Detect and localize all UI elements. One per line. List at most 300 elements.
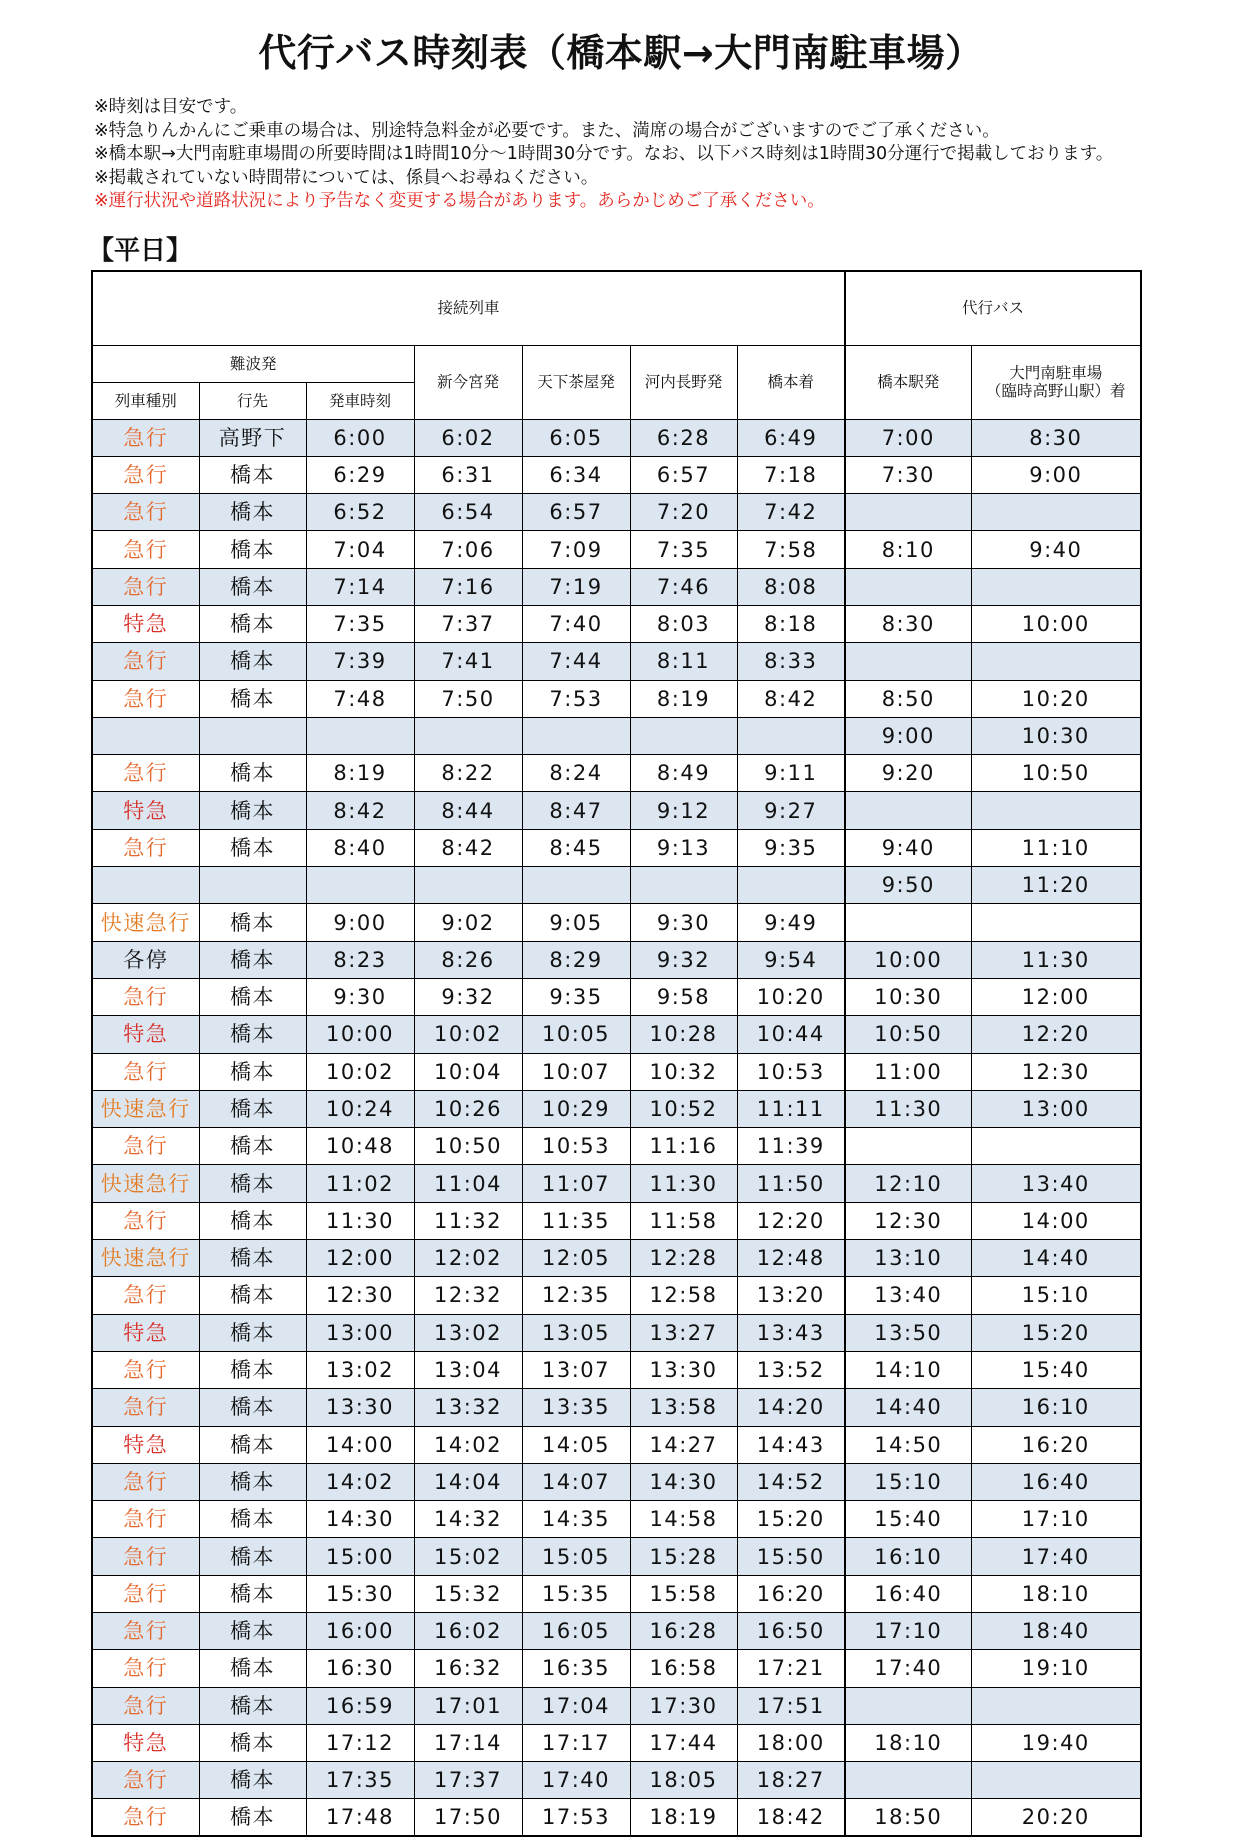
cell-namba-departure: 11:30 (306, 1202, 414, 1239)
cell-hashimoto-arrival: 9:54 (737, 941, 845, 978)
table-row (92, 1762, 1141, 1799)
cell-train-type: 特急 (92, 1314, 199, 1351)
header-tengachaya-departure: 天下茶屋発 (522, 345, 630, 419)
cell-tengachaya-departure: 7:44 (522, 643, 630, 680)
cell-shin-imamiya-departure: 7:06 (414, 531, 522, 568)
cell-bus-daimon-arrival (971, 1128, 1141, 1165)
table-row (92, 643, 1141, 680)
cell-tengachaya-departure: 8:24 (522, 755, 630, 792)
table-row (92, 1426, 1141, 1463)
cell-bus-daimon-arrival: 11:20 (971, 867, 1141, 904)
cell-hashimoto-arrival: 11:50 (737, 1165, 845, 1202)
cell-hashimoto-arrival: 12:48 (737, 1240, 845, 1277)
cell-kawachinagano-departure: 9:12 (630, 792, 737, 829)
table-row (92, 978, 1141, 1015)
cell-bus-daimon-arrival: 11:10 (971, 829, 1141, 866)
cell-kawachinagano-departure: 15:58 (630, 1575, 737, 1612)
cell-shin-imamiya-departure: 7:50 (414, 680, 522, 717)
cell-hashimoto-arrival: 8:42 (737, 680, 845, 717)
cell-train-type: 快速急行 (92, 1090, 199, 1127)
cell-shin-imamiya-departure: 11:32 (414, 1202, 522, 1239)
cell-tengachaya-departure: 14:07 (522, 1463, 630, 1500)
cell-kawachinagano-departure: 11:58 (630, 1202, 737, 1239)
cell-train-type: 急行 (92, 1389, 199, 1426)
cell-kawachinagano-departure: 8:11 (630, 643, 737, 680)
cell-destination: 橋本 (199, 941, 306, 978)
cell-destination: 橋本 (199, 605, 306, 642)
cell-tengachaya-departure: 12:35 (522, 1277, 630, 1314)
cell-destination: 橋本 (199, 531, 306, 568)
cell-namba-departure: 7:48 (306, 680, 414, 717)
cell-bus-hashimoto-departure: 9:20 (845, 755, 971, 792)
cell-bus-hashimoto-departure: 12:10 (845, 1165, 971, 1202)
cell-namba-departure: 16:00 (306, 1613, 414, 1650)
cell-shin-imamiya-departure: 7:37 (414, 605, 522, 642)
cell-bus-hashimoto-departure: 18:50 (845, 1799, 971, 1836)
cell-shin-imamiya-departure: 16:02 (414, 1613, 522, 1650)
cell-bus-daimon-arrival: 12:20 (971, 1016, 1141, 1053)
cell-destination: 橋本 (199, 1016, 306, 1053)
cell-kawachinagano-departure: 6:28 (630, 419, 737, 456)
cell-train-type: 急行 (92, 978, 199, 1015)
cell-namba-departure: 6:52 (306, 494, 414, 531)
cell-kawachinagano-departure: 8:03 (630, 605, 737, 642)
cell-namba-departure: 7:35 (306, 605, 414, 642)
cell-bus-daimon-arrival: 9:40 (971, 531, 1141, 568)
cell-destination: 橋本 (199, 1463, 306, 1500)
cell-bus-hashimoto-departure: 14:40 (845, 1389, 971, 1426)
header-shin-imamiya-departure: 新今宮発 (414, 345, 522, 419)
header-daimon-line2: （臨時高野山駅）着 (986, 382, 1126, 400)
cell-namba-departure: 10:02 (306, 1053, 414, 1090)
cell-namba-departure: 16:30 (306, 1650, 414, 1687)
cell-bus-hashimoto-departure: 7:30 (845, 456, 971, 493)
table-row (92, 1165, 1141, 1202)
cell-tengachaya-departure: 17:17 (522, 1724, 630, 1761)
cell-namba-departure: 7:04 (306, 531, 414, 568)
cell-hashimoto-arrival: 15:20 (737, 1501, 845, 1538)
cell-destination: 橋本 (199, 1351, 306, 1388)
table-row (92, 717, 1141, 754)
cell-bus-daimon-arrival: 19:40 (971, 1724, 1141, 1761)
header-substitute-bus: 代行バス (845, 271, 1141, 345)
cell-bus-hashimoto-departure (845, 792, 971, 829)
cell-namba-departure: 8:19 (306, 755, 414, 792)
table-row (92, 680, 1141, 717)
cell-tengachaya-departure: 17:04 (522, 1687, 630, 1724)
table-row (92, 1389, 1141, 1426)
cell-train-type: 急行 (92, 1202, 199, 1239)
cell-bus-daimon-arrival: 17:40 (971, 1538, 1141, 1575)
cell-bus-daimon-arrival (971, 1762, 1141, 1799)
cell-destination: 橋本 (199, 1799, 306, 1836)
cell-shin-imamiya-departure: 15:02 (414, 1538, 522, 1575)
table-row (92, 1202, 1141, 1239)
cell-bus-hashimoto-departure (845, 494, 971, 531)
header-connecting-train: 接続列車 (92, 271, 845, 345)
cell-namba-departure: 17:12 (306, 1724, 414, 1761)
cell-train-type: 急行 (92, 1501, 199, 1538)
cell-kawachinagano-departure: 17:44 (630, 1724, 737, 1761)
cell-bus-hashimoto-departure: 14:50 (845, 1426, 971, 1463)
cell-train-type: 急行 (92, 643, 199, 680)
cell-bus-hashimoto-departure: 12:30 (845, 1202, 971, 1239)
cell-shin-imamiya-departure: 9:32 (414, 978, 522, 1015)
cell-hashimoto-arrival: 16:20 (737, 1575, 845, 1612)
cell-namba-departure: 14:02 (306, 1463, 414, 1500)
section-label-weekday: 【平日】 (88, 236, 193, 266)
cell-train-type: 急行 (92, 1762, 199, 1799)
cell-hashimoto-arrival: 9:35 (737, 829, 845, 866)
cell-bus-daimon-arrival: 11:30 (971, 941, 1141, 978)
cell-bus-daimon-arrival: 10:20 (971, 680, 1141, 717)
cell-kawachinagano-departure: 13:30 (630, 1351, 737, 1388)
cell-train-type: 特急 (92, 1724, 199, 1761)
cell-destination: 橋本 (199, 1426, 306, 1463)
cell-bus-daimon-arrival: 10:50 (971, 755, 1141, 792)
cell-destination: 橋本 (199, 1053, 306, 1090)
cell-train-type: 急行 (92, 680, 199, 717)
cell-hashimoto-arrival: 17:51 (737, 1687, 845, 1724)
cell-namba-departure (306, 867, 414, 904)
note-line-warning: ※運行状況や道路状況により予告なく変更する場合があります。あらかじめご了承ください。 (94, 191, 825, 211)
cell-bus-daimon-arrival: 12:30 (971, 1053, 1141, 1090)
header-bus-daimon-arrival (971, 345, 1141, 419)
cell-hashimoto-arrival: 11:11 (737, 1090, 845, 1127)
cell-kawachinagano-departure: 18:19 (630, 1799, 737, 1836)
cell-destination: 橋本 (199, 568, 306, 605)
cell-shin-imamiya-departure: 6:02 (414, 419, 522, 456)
cell-destination: 橋本 (199, 1128, 306, 1165)
cell-shin-imamiya-departure: 8:44 (414, 792, 522, 829)
cell-train-type: 急行 (92, 456, 199, 493)
cell-bus-daimon-arrival (971, 494, 1141, 531)
cell-kawachinagano-departure: 9:13 (630, 829, 737, 866)
cell-hashimoto-arrival (737, 717, 845, 754)
cell-tengachaya-departure: 6:05 (522, 419, 630, 456)
cell-namba-departure: 12:30 (306, 1277, 414, 1314)
cell-hashimoto-arrival: 7:42 (737, 494, 845, 531)
table-row (92, 456, 1141, 493)
cell-destination: 橋本 (199, 680, 306, 717)
cell-kawachinagano-departure: 12:58 (630, 1277, 737, 1314)
cell-shin-imamiya-departure: 7:16 (414, 568, 522, 605)
table-row (92, 1053, 1141, 1090)
cell-kawachinagano-departure: 7:20 (630, 494, 737, 531)
cell-shin-imamiya-departure: 14:32 (414, 1501, 522, 1538)
table-row (92, 1240, 1141, 1277)
cell-hashimoto-arrival: 8:08 (737, 568, 845, 605)
cell-shin-imamiya-departure: 10:26 (414, 1090, 522, 1127)
timetable-header (92, 271, 1141, 419)
cell-tengachaya-departure: 10:07 (522, 1053, 630, 1090)
cell-kawachinagano-departure: 7:46 (630, 568, 737, 605)
cell-destination: 橋本 (199, 1650, 306, 1687)
cell-train-type: 各停 (92, 941, 199, 978)
cell-namba-departure: 13:30 (306, 1389, 414, 1426)
header-row (92, 271, 1141, 345)
cell-tengachaya-departure (522, 867, 630, 904)
cell-kawachinagano-departure: 16:58 (630, 1650, 737, 1687)
cell-bus-hashimoto-departure (845, 568, 971, 605)
table-row (92, 904, 1141, 941)
cell-train-type: 特急 (92, 605, 199, 642)
cell-hashimoto-arrival: 10:44 (737, 1016, 845, 1053)
cell-kawachinagano-departure: 10:52 (630, 1090, 737, 1127)
cell-kawachinagano-departure: 7:35 (630, 531, 737, 568)
cell-destination: 橋本 (199, 456, 306, 493)
cell-train-type: 急行 (92, 568, 199, 605)
table-row (92, 867, 1141, 904)
cell-tengachaya-departure: 10:05 (522, 1016, 630, 1053)
cell-train-type: 急行 (92, 1053, 199, 1090)
cell-hashimoto-arrival: 8:18 (737, 605, 845, 642)
cell-bus-hashimoto-departure: 9:00 (845, 717, 971, 754)
cell-namba-departure (306, 717, 414, 754)
cell-bus-daimon-arrival: 16:40 (971, 1463, 1141, 1500)
cell-tengachaya-departure: 7:09 (522, 531, 630, 568)
cell-namba-departure: 8:40 (306, 829, 414, 866)
header-namba-departure: 難波発 (92, 345, 414, 382)
cell-bus-hashimoto-departure: 13:50 (845, 1314, 971, 1351)
cell-tengachaya-departure: 17:53 (522, 1799, 630, 1836)
cell-kawachinagano-departure: 13:58 (630, 1389, 737, 1426)
cell-kawachinagano-departure: 14:58 (630, 1501, 737, 1538)
cell-train-type (92, 717, 199, 754)
cell-train-type: 特急 (92, 1016, 199, 1053)
cell-destination: 橋本 (199, 904, 306, 941)
cell-bus-hashimoto-departure: 13:10 (845, 1240, 971, 1277)
cell-hashimoto-arrival: 13:52 (737, 1351, 845, 1388)
cell-hashimoto-arrival: 12:20 (737, 1202, 845, 1239)
cell-hashimoto-arrival: 15:50 (737, 1538, 845, 1575)
cell-train-type: 急行 (92, 1277, 199, 1314)
cell-tengachaya-departure: 13:07 (522, 1351, 630, 1388)
table-row (92, 941, 1141, 978)
cell-shin-imamiya-departure (414, 717, 522, 754)
table-row (92, 1799, 1141, 1836)
cell-tengachaya-departure: 9:35 (522, 978, 630, 1015)
cell-train-type: 特急 (92, 792, 199, 829)
table-row (92, 1724, 1141, 1761)
table-row (92, 1501, 1141, 1538)
cell-hashimoto-arrival: 14:43 (737, 1426, 845, 1463)
cell-namba-departure: 11:02 (306, 1165, 414, 1202)
cell-kawachinagano-departure: 9:30 (630, 904, 737, 941)
cell-bus-hashimoto-departure: 11:30 (845, 1090, 971, 1127)
cell-namba-departure: 14:00 (306, 1426, 414, 1463)
cell-shin-imamiya-departure: 14:02 (414, 1426, 522, 1463)
cell-train-type: 急行 (92, 494, 199, 531)
cell-bus-hashimoto-departure (845, 1128, 971, 1165)
cell-bus-daimon-arrival (971, 904, 1141, 941)
cell-kawachinagano-departure: 14:30 (630, 1463, 737, 1500)
cell-shin-imamiya-departure: 7:41 (414, 643, 522, 680)
cell-train-type: 快速急行 (92, 1240, 199, 1277)
table-row (92, 755, 1141, 792)
cell-destination: 橋本 (199, 1501, 306, 1538)
cell-tengachaya-departure: 17:40 (522, 1762, 630, 1799)
cell-train-type: 急行 (92, 419, 199, 456)
cell-tengachaya-departure: 10:53 (522, 1128, 630, 1165)
cell-tengachaya-departure: 8:47 (522, 792, 630, 829)
cell-bus-hashimoto-departure: 17:10 (845, 1613, 971, 1650)
cell-namba-departure: 7:14 (306, 568, 414, 605)
cell-bus-hashimoto-departure: 8:50 (845, 680, 971, 717)
cell-destination: 橋本 (199, 494, 306, 531)
cell-destination: 橋本 (199, 1277, 306, 1314)
table-row (92, 1650, 1141, 1687)
cell-namba-departure: 14:30 (306, 1501, 414, 1538)
cell-shin-imamiya-departure: 13:32 (414, 1389, 522, 1426)
table-row (92, 1016, 1141, 1053)
cell-train-type (92, 867, 199, 904)
cell-namba-departure: 15:30 (306, 1575, 414, 1612)
cell-hashimoto-arrival: 14:52 (737, 1463, 845, 1500)
table-row (92, 494, 1141, 531)
cell-bus-daimon-arrival: 16:10 (971, 1389, 1141, 1426)
table-row (92, 792, 1141, 829)
cell-train-type: 急行 (92, 1575, 199, 1612)
table-row (92, 1351, 1141, 1388)
cell-hashimoto-arrival: 11:39 (737, 1128, 845, 1165)
table-row (92, 568, 1141, 605)
table-row (92, 1575, 1141, 1612)
cell-destination: 橋本 (199, 792, 306, 829)
note-line: ※時刻は目安です。 (94, 97, 248, 117)
header-kawachinagano-departure: 河内長野発 (630, 345, 737, 419)
cell-tengachaya-departure (522, 717, 630, 754)
cell-tengachaya-departure: 14:35 (522, 1501, 630, 1538)
cell-shin-imamiya-departure: 17:01 (414, 1687, 522, 1724)
cell-kawachinagano-departure: 12:28 (630, 1240, 737, 1277)
cell-shin-imamiya-departure: 10:02 (414, 1016, 522, 1053)
cell-kawachinagano-departure: 11:30 (630, 1165, 737, 1202)
cell-destination: 橋本 (199, 1165, 306, 1202)
cell-destination (199, 717, 306, 754)
cell-bus-hashimoto-departure: 18:10 (845, 1724, 971, 1761)
cell-shin-imamiya-departure (414, 867, 522, 904)
table-row (92, 531, 1141, 568)
cell-namba-departure: 10:24 (306, 1090, 414, 1127)
cell-train-type: 急行 (92, 1351, 199, 1388)
header-train-type: 列車種別 (92, 382, 199, 419)
cell-bus-hashimoto-departure: 10:50 (845, 1016, 971, 1053)
timetable (91, 270, 1142, 1837)
cell-hashimoto-arrival: 7:18 (737, 456, 845, 493)
cell-kawachinagano-departure: 13:27 (630, 1314, 737, 1351)
cell-kawachinagano-departure: 10:32 (630, 1053, 737, 1090)
cell-namba-departure: 9:30 (306, 978, 414, 1015)
cell-bus-daimon-arrival: 15:10 (971, 1277, 1141, 1314)
cell-namba-departure: 13:00 (306, 1314, 414, 1351)
header-bus-hashimoto-departure: 橋本駅発 (845, 345, 971, 419)
cell-kawachinagano-departure: 17:30 (630, 1687, 737, 1724)
cell-shin-imamiya-departure: 12:32 (414, 1277, 522, 1314)
cell-train-type: 急行 (92, 1687, 199, 1724)
cell-destination: 橋本 (199, 1202, 306, 1239)
cell-tengachaya-departure: 7:40 (522, 605, 630, 642)
cell-bus-hashimoto-departure: 7:00 (845, 419, 971, 456)
cell-train-type: 急行 (92, 1650, 199, 1687)
cell-train-type: 急行 (92, 1463, 199, 1500)
table-row (92, 419, 1141, 456)
cell-tengachaya-departure: 10:29 (522, 1090, 630, 1127)
cell-tengachaya-departure: 13:35 (522, 1389, 630, 1426)
cell-bus-daimon-arrival: 14:00 (971, 1202, 1141, 1239)
cell-bus-hashimoto-departure (845, 904, 971, 941)
table-row (92, 829, 1141, 866)
cell-shin-imamiya-departure: 10:50 (414, 1128, 522, 1165)
cell-bus-daimon-arrival (971, 1687, 1141, 1724)
cell-bus-hashimoto-departure (845, 1762, 971, 1799)
table-row (92, 1128, 1141, 1165)
cell-bus-hashimoto-departure: 15:10 (845, 1463, 971, 1500)
cell-train-type: 特急 (92, 1426, 199, 1463)
timetable-body (92, 419, 1141, 1836)
page-title: 代行バス時刻表（橋本駅→大門南駐車場） (258, 31, 984, 75)
cell-tengachaya-departure: 11:07 (522, 1165, 630, 1202)
cell-kawachinagano-departure: 10:28 (630, 1016, 737, 1053)
cell-bus-daimon-arrival: 14:40 (971, 1240, 1141, 1277)
table-row (92, 1687, 1141, 1724)
cell-destination: 橋本 (199, 1090, 306, 1127)
cell-destination (199, 867, 306, 904)
header-row (92, 345, 1141, 382)
cell-namba-departure: 16:59 (306, 1687, 414, 1724)
cell-tengachaya-departure: 6:57 (522, 494, 630, 531)
cell-tengachaya-departure: 8:29 (522, 941, 630, 978)
cell-bus-daimon-arrival: 19:10 (971, 1650, 1141, 1687)
cell-bus-hashimoto-departure: 9:50 (845, 867, 971, 904)
cell-destination: 橋本 (199, 1240, 306, 1277)
cell-bus-hashimoto-departure (845, 1687, 971, 1724)
cell-tengachaya-departure: 8:45 (522, 829, 630, 866)
cell-destination: 橋本 (199, 1762, 306, 1799)
note-line: ※橋本駅→大門南駐車場間の所要時間は1時間10分～1時間30分です。なお、以下バス時刻は1時間30分運行で掲載しております。 (94, 144, 1114, 164)
note-line: ※掲載されていない時間帯については、係員へお尋ねください。 (94, 167, 599, 188)
cell-hashimoto-arrival: 14:20 (737, 1389, 845, 1426)
header-hashimoto-arrival: 橋本着 (737, 345, 845, 419)
cell-bus-daimon-arrival: 15:40 (971, 1351, 1141, 1388)
cell-kawachinagano-departure: 11:16 (630, 1128, 737, 1165)
cell-shin-imamiya-departure: 10:04 (414, 1053, 522, 1090)
header-daimon-line1: 大門南駐車場 (1009, 364, 1103, 382)
cell-kawachinagano-departure (630, 717, 737, 754)
cell-destination: 橋本 (199, 1538, 306, 1575)
cell-kawachinagano-departure: 6:57 (630, 456, 737, 493)
header-departure-time: 発車時刻 (306, 382, 414, 419)
cell-hashimoto-arrival: 16:50 (737, 1613, 845, 1650)
cell-shin-imamiya-departure: 12:02 (414, 1240, 522, 1277)
cell-kawachinagano-departure: 14:27 (630, 1426, 737, 1463)
cell-hashimoto-arrival: 9:27 (737, 792, 845, 829)
cell-namba-departure: 8:23 (306, 941, 414, 978)
cell-destination: 橋本 (199, 1314, 306, 1351)
cell-train-type: 急行 (92, 1128, 199, 1165)
cell-bus-daimon-arrival: 8:30 (971, 419, 1141, 456)
cell-hashimoto-arrival: 6:49 (737, 419, 845, 456)
cell-bus-daimon-arrival: 17:10 (971, 1501, 1141, 1538)
cell-hashimoto-arrival: 18:42 (737, 1799, 845, 1836)
cell-shin-imamiya-departure: 13:02 (414, 1314, 522, 1351)
cell-namba-departure: 12:00 (306, 1240, 414, 1277)
cell-shin-imamiya-departure: 11:04 (414, 1165, 522, 1202)
cell-kawachinagano-departure: 9:32 (630, 941, 737, 978)
cell-bus-daimon-arrival: 12:00 (971, 978, 1141, 1015)
cell-namba-departure: 10:00 (306, 1016, 414, 1053)
cell-shin-imamiya-departure: 14:04 (414, 1463, 522, 1500)
